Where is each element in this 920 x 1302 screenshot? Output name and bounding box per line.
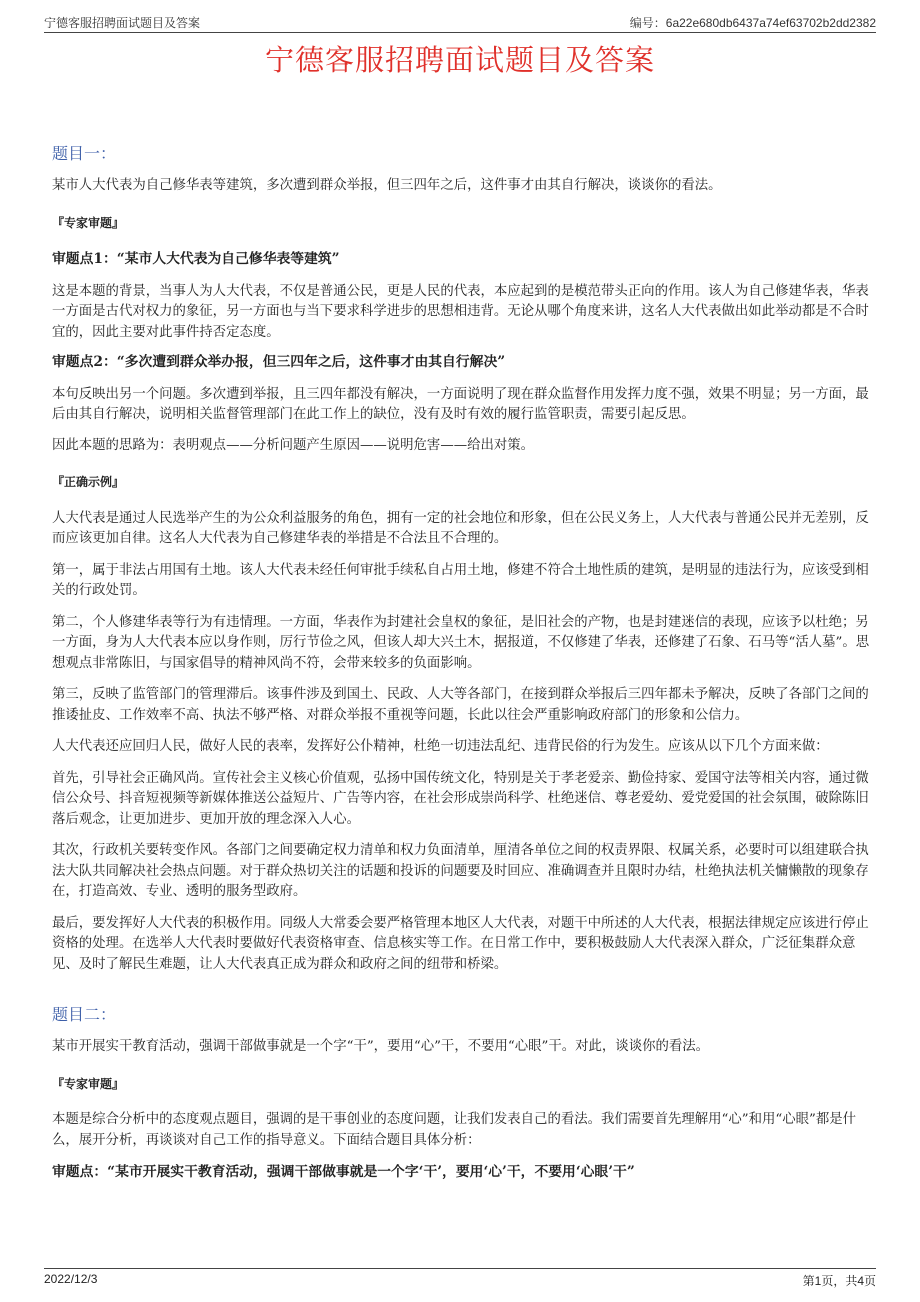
page-footer xyxy=(44,1268,876,1289)
answer-paragraph: 首先，引导社会正确风尚。宣传社会主义核心价值观，弘扬中国传统文化，特别是关于孝老爱亲、勤俭持家、爱国守法等相关内容，通过微信公众号、抖音短视频等新媒体推送公益短片、广告等内容，在社会形成崇尚科学、杜绝迷信、尊老爱幼、爱党爱国的社会氛围，破除陈旧落后观念，让更加进步、更加开放的理念深入人心。 xyxy=(52,770,869,827)
footer-date: 2022/12/3 xyxy=(44,1272,98,1286)
question-2-review-point: 审题点：“某市开展实干教育活动，强调干部做事就是一个字‘干’，要用‘心’干，不要用‘心眼’干” xyxy=(52,1164,635,1180)
review-point-1-text: 这是本题的背景，当事人为人大代表，不仅是普通公民，更是人民的代表，本应起到的是模范带头正向的作用。该人为自己修建华表，华表一方面是古代对权力的象征，另一方面也与当下要求科学进步的思想相违背。无论从哪个角度来讲，这名人大代表做出如此举动都是不合时宜的，因此主要对此事件持否定态度。 xyxy=(52,283,869,340)
question-1-heading: 题目一： xyxy=(52,144,117,163)
question-1-text: 某市人大代表为自己修华表等建筑，多次遭到群众举报，但三四年之后，这件事才由其自行解决，谈谈你的看法。 xyxy=(52,178,722,193)
review-point-2-text: 本句反映出另一个问题。多次遭到举报，且三四年都没有解决，一方面说明了现在群众监督作用发挥力度不强，效果不明显；另一方面，最后由其自行解决，说明相关监督管理部门在此工作上的缺位，没有及时有效的履行监管职责，需要引起反思。 xyxy=(52,386,869,422)
review-point-2: 审题点2：“多次遭到群众举办报，但三四年之后，这件事才由其自行解决” xyxy=(52,354,506,370)
expert-review-tag: 『专家审题』 xyxy=(52,215,125,230)
approach-text: 因此本题的思路为：表明观点——分析问题产生原因——说明危害——给出对策。 xyxy=(52,437,535,453)
question-2-text: 某市开展实干教育活动，强调干部做事就是一个字“干”，要用“心”干，不要用“心眼”干。对此，谈谈你的看法。 xyxy=(52,1039,710,1054)
answer-paragraph: 人大代表是通过人民选举产生的为公众利益服务的角色，拥有一定的社会地位和形象，但在公民义务上，人大代表与普通公民并无差别，反而应该更加自律。这名人大代表为自己修建华表的举措是不合法且不合理的。 xyxy=(52,510,869,546)
example-answer-tag: 『正确示例』 xyxy=(52,475,125,489)
document-title: 宁德客服招聘面试题目及答案 xyxy=(264,43,655,77)
header-doc-id: 编号：6a22e680db6437a74ef63702b2dd2382 xyxy=(629,16,876,30)
answer-paragraph: 其次，行政机关要转变作风。各部门之间要确定权力清单和权力负面清单，厘清各单位之间的权责界限、权属关系，必要时可以组建联合执法大队共同解决社会热点问题。对于群众热切关注的话题和投诉的问题要及时回应、准确调查并且限时办结，杜绝执法机关慵懒散的现象存在，打造高效、专业、透明的服务型政府。 xyxy=(52,843,869,899)
page-number: 第1页，共4页 xyxy=(802,1274,876,1288)
page-header xyxy=(44,10,876,33)
question-2-intro: 本题是综合分析中的态度观点题目，强调的是干事创业的态度问题，让我们发表自己的看法。我们需要首先理解用“心”和用“心眼”都是什么，展开分析，再谈谈对自己工作的指导意义。下面结合题目具体分析： xyxy=(52,1112,857,1148)
question-2-heading: 题目二： xyxy=(52,1005,117,1024)
answer-paragraph: 人大代表还应回归人民，做好人民的表率，发挥好公仆精神，杜绝一切违法乱纪、违背民俗的行为发生。应该从以下几个方面来做： xyxy=(52,739,829,754)
answer-paragraph: 第一，属于非法占用国有土地。该人大代表未经任何审批手续私自占用土地，修建不符合土地性质的建筑，是明显的违法行为，应该受到相关的行政处罚。 xyxy=(52,562,869,598)
expert-review-tag: 『专家审题』 xyxy=(52,1076,125,1091)
answer-paragraph: 第二，个人修建华表等行为有违情理。一方面，华表作为封建社会皇权的象征，是旧社会的产物，也是封建迷信的表现，应该予以杜绝；另一方面，身为人大代表本应以身作则，厉行节俭之风，但该人却大兴土木，据报道，不仅修建了华表，还修建了石象、石马等“活人墓”。思想观点非常陈旧，与国家倡导的精神风尚不符，会带来较多的负面影响。 xyxy=(52,614,870,671)
answer-paragraph: 第三，反映了监管部门的管理滞后。该事件涉及到国土、民政、人大等各部门，在接到群众举报后三四年都未予解决，反映了各部门之间的推诿扯皮、工作效率不高、执法不够严格、对群众举报不重视等问题，长此以往会严重影响政府部门的形象和公信力。 xyxy=(52,687,869,723)
document-body xyxy=(52,140,870,1183)
answer-paragraph: 最后，要发挥好人大代表的积极作用。同级人大常委会要严格管理本地区人大代表，对题干中所述的人大代表，根据法律规定应该进行停止资格的处理。在选举人大代表时要做好代表资格审查、信息核实等工作。在日常工作中，要积极鼓励人大代表深入群众，广泛征集群众意见、及时了解民生难题，让人大代表真正成为群众和政府之间的纽带和桥梁。 xyxy=(52,915,869,972)
header-doc-title: 宁德客服招聘面试题目及答案 xyxy=(44,16,201,30)
review-point-1: 审题点1：“某市人大代表为自己修华表等建筑” xyxy=(52,251,340,267)
